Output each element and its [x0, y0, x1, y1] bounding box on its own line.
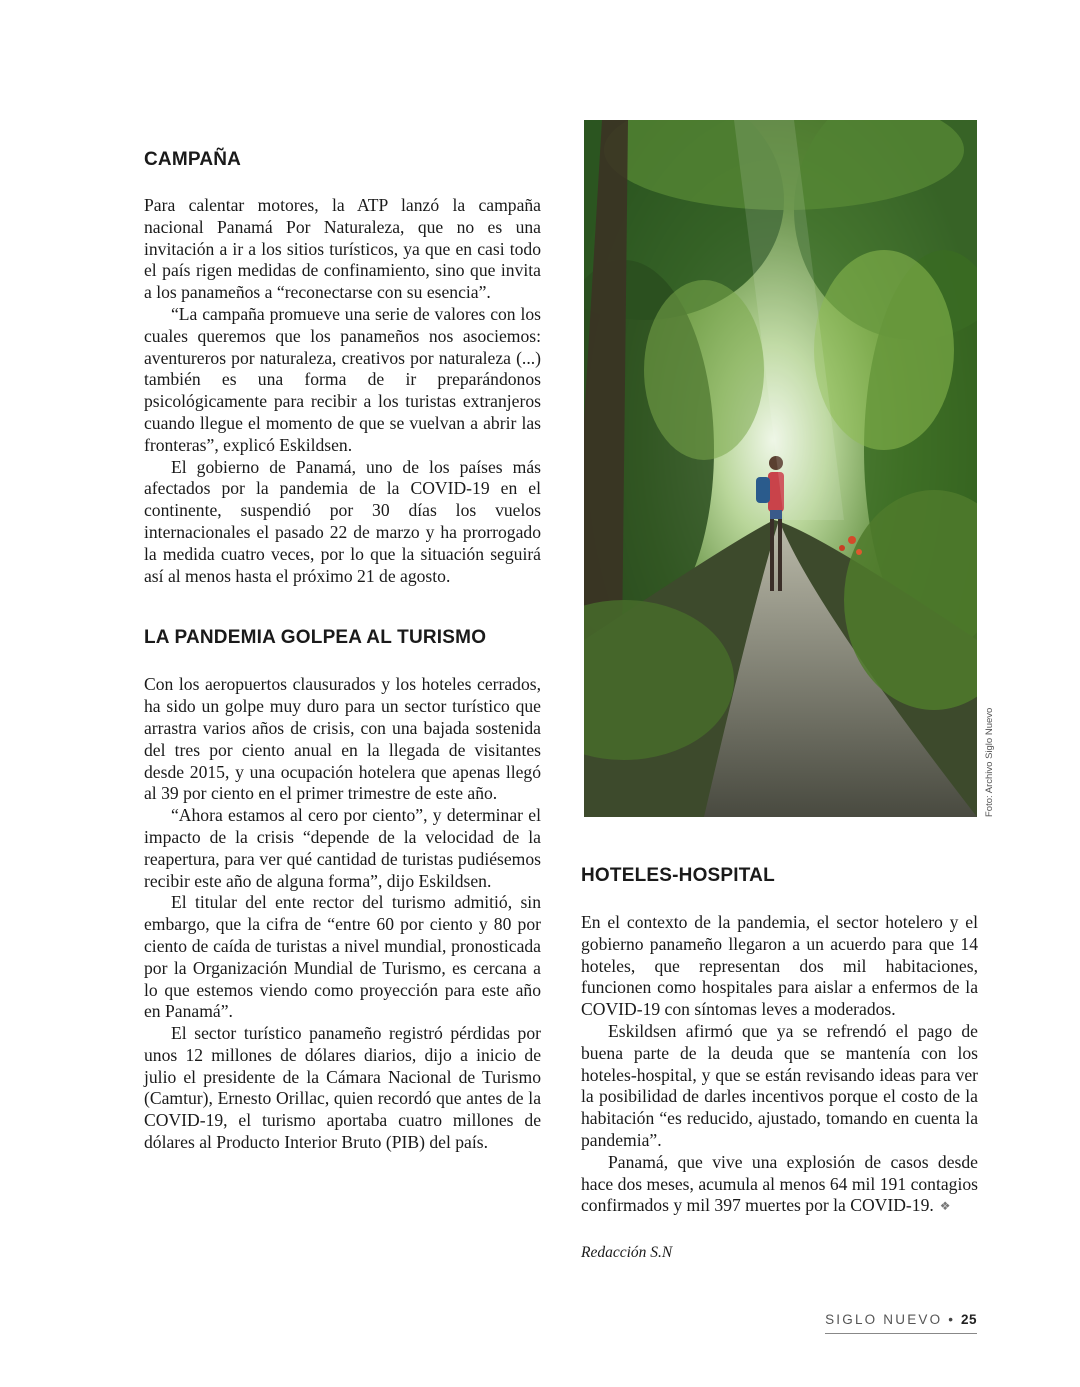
- section-body-hoteles: [581, 912, 978, 1218]
- section-title-hoteles: HOTELES-HOSPITAL: [581, 865, 775, 886]
- paragraph: El gobierno de Panamá, uno de los países más afectados por la pandemia de la COVID-19 en el continente, suspendió por 30 días los vuelos internacionales el pasado 22 de marzo y ha prorrogado la medida cuatro veces, por lo que la situación seguirá así al menos hasta el próximo 21 de agosto.: [144, 456, 541, 586]
- paragraph: Eskildsen afirmó que ya se refrendó el pago de buena parte de la deuda que se mantenía con los hoteles-hospital, y que se están revisando ideas para ver la posibilidad de darles incentivos porque el costo de la habitación “es reducido, ajustado, tomando en cuenta la pandemia”.: [581, 1020, 978, 1150]
- end-mark-icon: ❖: [939, 1199, 951, 1214]
- paragraph-text: Panamá, que vive una explosión de casos desde hace dos meses, acumula al menos 64 mil 191 contagios confirmados y mil 397 muertes por la COVID-19.: [581, 1151, 978, 1216]
- forest-path-photo: [584, 120, 977, 817]
- page-footer: [825, 1312, 977, 1334]
- magazine-name: SIGLO NUEVO: [825, 1312, 943, 1327]
- photo-credit: Foto: Archivo Siglo Nuevo: [984, 707, 995, 817]
- section-title-pandemia: LA PANDEMIA GOLPEA AL TURISMO: [144, 627, 487, 649]
- paragraph: [581, 1152, 978, 1218]
- paragraph: En el contexto de la pandemia, el sector hotelero y el gobierno panameño llegaron a un acuerdo para que 14 hoteles, que representan dos mil habitaciones, funcionen como hospitales para aislar a enfermos de la COVID-19 con síntomas leves a moderados.: [581, 912, 978, 1020]
- right-column: [581, 860, 978, 1262]
- paragraph: “La campaña promueve una serie de valores con los cuales queremos que los panameños nos asociemos: aventureros por naturaleza, creativos por naturaleza (...) también es una forma de ir preparándonos psicológicamente para recibir a los turistas extranjeros cuando llegue el momento de que se vuelvan a abrir las fronteras”, explicó Eskildsen.: [144, 303, 541, 455]
- paragraph: Con los aeropuertos clausurados y los hoteles cerrados, ha sido un golpe muy duro para un sector turístico que arrastra varios años de crisis, con una bajada sostenida del tres por ciento anual en la llegada de visitantes desde 2015, y una ocupación hotelera que apenas llegó al 39 por ciento en el primer trimestre de este año.: [144, 674, 541, 804]
- footer-separator: •: [948, 1312, 954, 1327]
- page-number: 25: [960, 1312, 977, 1327]
- left-column: [144, 140, 541, 1154]
- byline: Redacción S.N: [581, 1244, 673, 1262]
- section-title-campana: CAMPAÑA: [144, 149, 242, 170]
- section-body-campana: [144, 195, 541, 587]
- paragraph: El titular del ente rector del turismo admitió, sin embargo, que la cifra de “entre 60 por ciento y 80 por ciento de caída de turistas a nivel mundial, pronosticada por la Organización Mundial de Turismo, es cercana a lo que estemos viendo como proyección para este año en Panamá”.: [144, 892, 541, 1022]
- paragraph: “Ahora estamos al cero por ciento”, y determinar el impacto de la crisis “depende de la velocidad de la reapertura, para ver qué cantidad de turistas pudiésemos recibir este año de alguna forma”, dijo Eskildsen.: [144, 805, 541, 891]
- section-body-pandemia: [144, 674, 541, 1154]
- paragraph: El sector turístico panameño registró pérdidas por unos 12 millones de dólares diarios, dijo a inicio de julio el presidente de la Cámara Nacional de Turismo (Camtur), Ernesto Orillac, quien recordó que antes de la COVID-19, el turismo aportaba cuatro millones de dólares al Producto Interior Bruto (PIB) del país.: [144, 1023, 541, 1153]
- paragraph: Para calentar motores, la ATP lanzó la campaña nacional Panamá Por Naturaleza, que no es una invitación a ir a los sitios turísticos, ya que en casi todo el país rigen medidas de confinamiento, sino que invita a los panameños a “reconectarse con su esencia”.: [144, 195, 541, 303]
